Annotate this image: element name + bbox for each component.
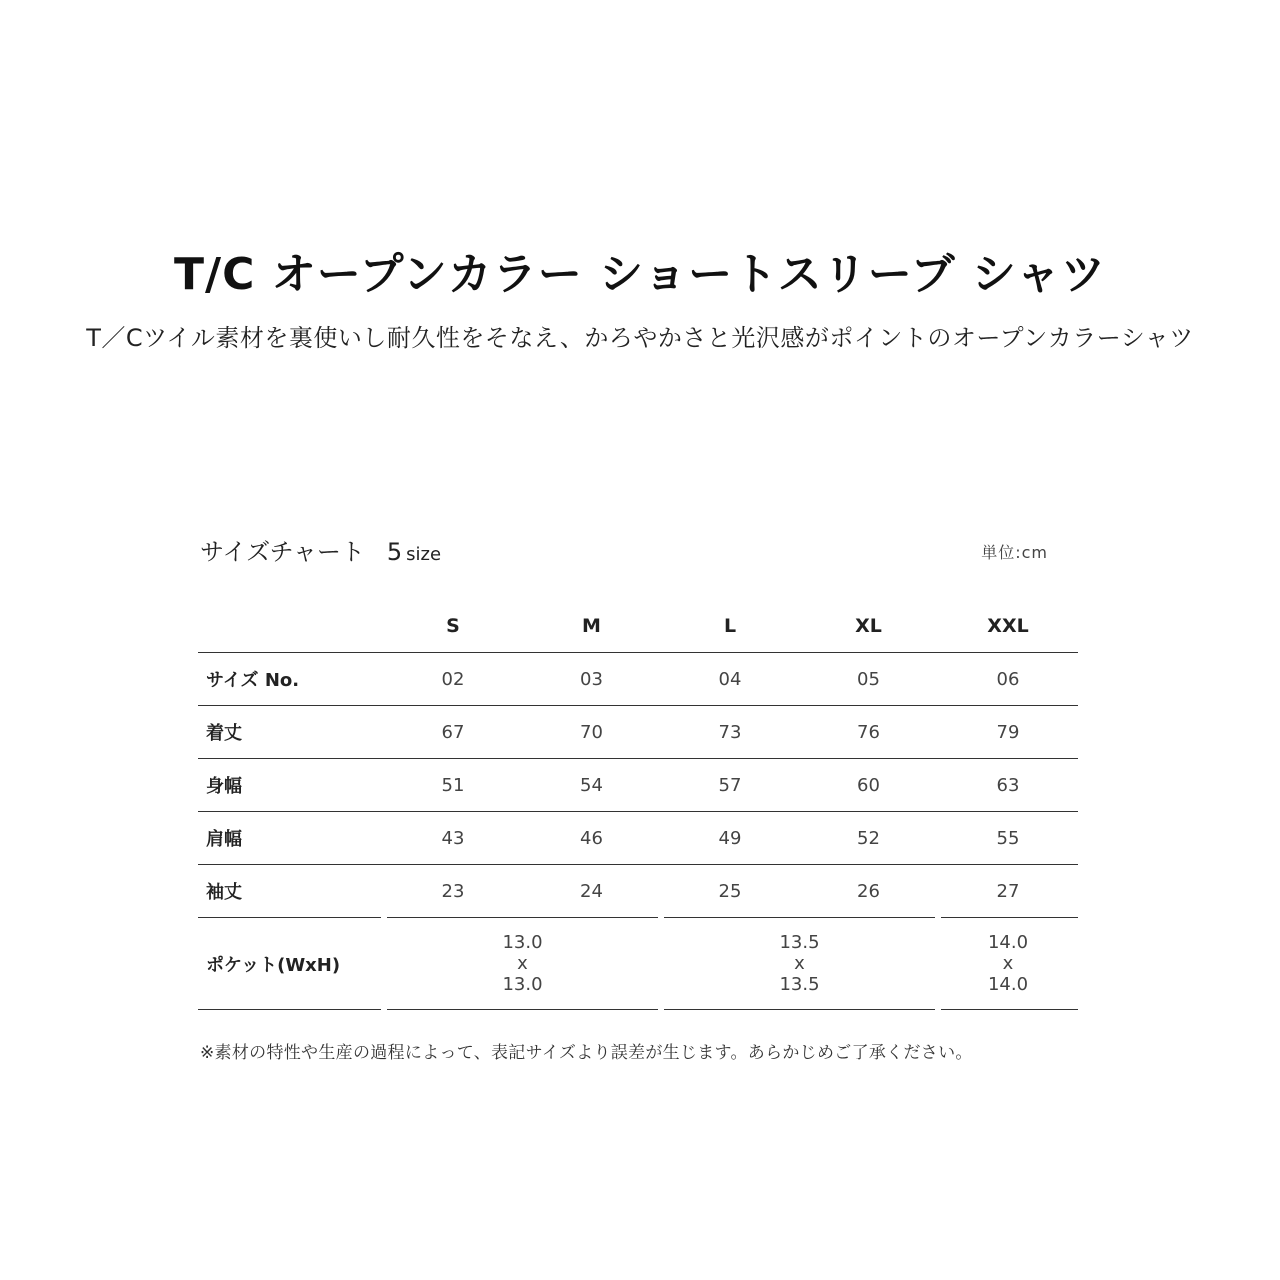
pocket-label-text: ポケット(WxH) bbox=[206, 954, 341, 976]
row-label: 袖丈 bbox=[206, 882, 242, 903]
product-title: T/C オープンカラー ショートスリーブ シャツ bbox=[174, 249, 1106, 300]
pocket-height: 13.0 bbox=[502, 974, 543, 995]
pocket-row bbox=[198, 917, 1078, 1010]
header-corner bbox=[198, 600, 384, 653]
pocket-width: 13.5 bbox=[779, 932, 820, 953]
table-cell: 73 bbox=[661, 706, 799, 759]
table-cell: 70 bbox=[522, 706, 661, 759]
row-label: サイズ No. bbox=[198, 653, 384, 706]
table-cell: 43 bbox=[384, 812, 522, 865]
size-header-s: S bbox=[384, 600, 522, 653]
table-cell: 52 bbox=[799, 812, 938, 865]
table-cell: 03 bbox=[522, 653, 661, 706]
table-cell: 25 bbox=[718, 880, 742, 902]
divider bbox=[941, 917, 1078, 918]
size-header-xxl: XXL bbox=[938, 600, 1078, 653]
pocket-label bbox=[198, 917, 384, 1010]
table-cell: 04 bbox=[661, 653, 799, 706]
divider bbox=[198, 1009, 381, 1010]
pocket-times: x bbox=[1002, 953, 1014, 974]
product-description: T／Cツイル素材を裏使いし耐久性をそなえ、かろやかさと光沢感がポイントのオープンカラーシャツ bbox=[86, 324, 1194, 352]
table-cell: 23 bbox=[441, 880, 465, 902]
size-header-l: L bbox=[661, 600, 799, 653]
table-cell: 27 bbox=[996, 880, 1020, 902]
size-header-m: M bbox=[522, 600, 661, 653]
size-count: 5 bbox=[386, 538, 403, 566]
table-row bbox=[198, 865, 1078, 917]
table-cell: 55 bbox=[938, 812, 1078, 865]
size-header-xl: XL bbox=[799, 600, 938, 653]
size-header-row bbox=[198, 600, 1078, 653]
divider bbox=[941, 1009, 1078, 1010]
size-chart-title bbox=[200, 532, 441, 567]
divider bbox=[664, 1009, 935, 1010]
pocket-width: 13.0 bbox=[502, 932, 543, 953]
pocket-value-s-m bbox=[384, 917, 661, 1010]
divider bbox=[198, 917, 381, 918]
table-cell: 05 bbox=[799, 653, 938, 706]
table-cell: 67 bbox=[384, 706, 522, 759]
row-label: 身幅 bbox=[198, 759, 384, 812]
size-count-suffix: size bbox=[406, 544, 442, 565]
pocket-times: x bbox=[517, 953, 528, 974]
table-cell: 51 bbox=[384, 759, 522, 812]
table-cell: 49 bbox=[661, 812, 799, 865]
table-row bbox=[198, 653, 1078, 706]
disclaimer-note: ※素材の特性や生産の過程によって、表記サイズより誤差が生じます。あらかじめご了承ください。 bbox=[200, 1043, 973, 1063]
unit-label: 単位:cm bbox=[981, 543, 1048, 562]
pocket-value-l-xl bbox=[661, 917, 938, 1010]
size-table bbox=[198, 600, 1078, 1010]
divider bbox=[664, 917, 935, 918]
divider bbox=[387, 917, 658, 918]
table-cell: 26 bbox=[857, 880, 880, 902]
table-cell: 63 bbox=[938, 759, 1078, 812]
table-cell: 60 bbox=[799, 759, 938, 812]
size-chart-heading: サイズチャート bbox=[200, 538, 365, 566]
pocket-height: 14.0 bbox=[987, 974, 1029, 995]
pocket-times: x bbox=[794, 953, 805, 974]
table-row bbox=[198, 759, 1078, 812]
row-label: 着丈 bbox=[198, 706, 384, 759]
table-cell: 79 bbox=[938, 706, 1078, 759]
pocket-value-xxl bbox=[938, 917, 1078, 1010]
size-chart-header bbox=[200, 532, 1080, 572]
table-cell: 46 bbox=[522, 812, 661, 865]
table-cell: 76 bbox=[799, 706, 938, 759]
table-cell: 02 bbox=[384, 653, 522, 706]
table-row bbox=[198, 812, 1078, 865]
table-row bbox=[198, 706, 1078, 759]
row-label: 肩幅 bbox=[198, 812, 384, 865]
divider bbox=[387, 1009, 658, 1010]
table-cell: 54 bbox=[522, 759, 661, 812]
table-cell: 57 bbox=[661, 759, 799, 812]
pocket-width: 14.0 bbox=[987, 932, 1029, 953]
pocket-height: 13.5 bbox=[779, 974, 820, 995]
table-cell: 06 bbox=[938, 653, 1078, 706]
table-cell: 24 bbox=[580, 880, 603, 902]
